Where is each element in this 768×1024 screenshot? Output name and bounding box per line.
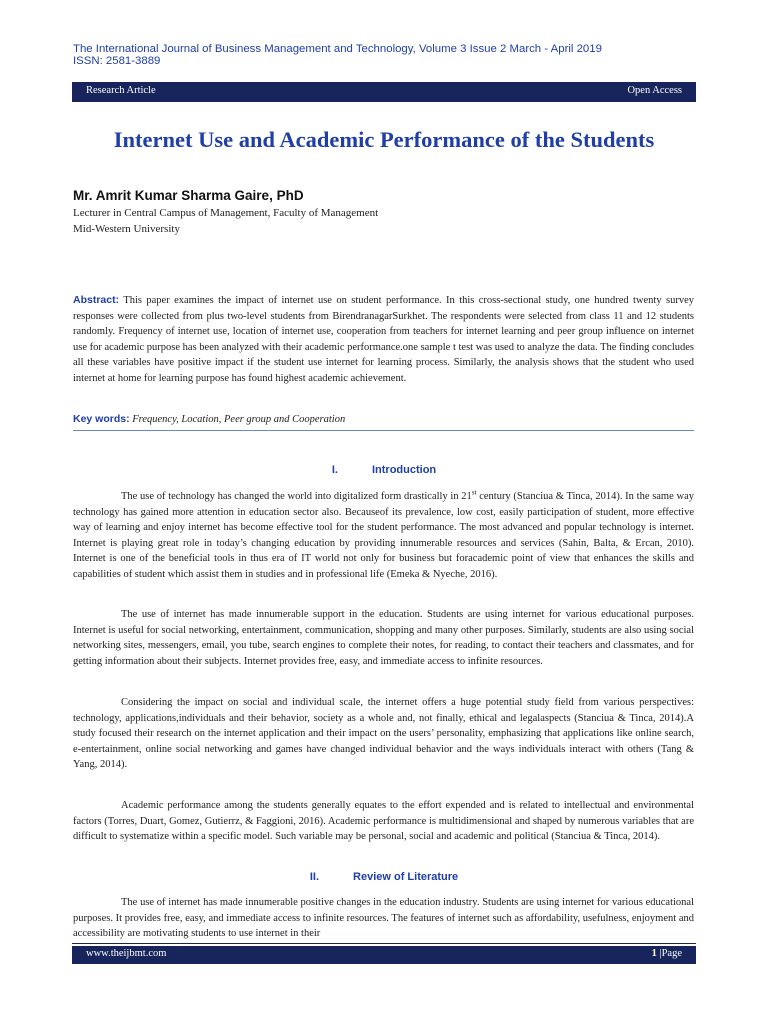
section-title: Review of Literature (353, 871, 459, 883)
section-title: Introduction (371, 464, 437, 476)
keywords-label: Key words: (73, 413, 130, 425)
review-paragraph-1: The use of internet has made innumerable positive changes in the education industry. Students are using internet for various educational purposes. It provides free, easy, and immediate access to infinite resources. The features of internet such as affordability, usefulness, enjoyment and accessibility are motivating students to use internet in their (73, 897, 694, 939)
section-number: I. (331, 464, 338, 476)
section-number: II. (309, 871, 320, 883)
page-footer (72, 946, 696, 964)
page-indicator (652, 948, 682, 959)
page-label: |Page (659, 948, 682, 959)
author-name: Mr. Amrit Kumar Sharma Gaire, PhD (73, 188, 304, 203)
affiliation-line-2: Mid-Western University (73, 223, 180, 235)
keywords-divider (73, 430, 694, 431)
keywords (73, 413, 345, 425)
intro-paragraph-4: Academic performance among the students generally equates to the effort expended and is related to intellectual and environmental factors (Torres, Duart, Gomez, Gutierrz, & Faggioni, 2016). Academic performance is multidimensional and shaped by numerous variables that are difficult to systematize within a specific model. Such variable may be personal, social and academic and political (Stanciua & Tinca, 2014). (73, 800, 694, 842)
paper-title: Internet Use and Academic Performance of the Students (113, 127, 655, 152)
section-heading-introduction (0, 464, 768, 476)
article-ribbon (72, 82, 696, 102)
abstract-label: Abstract: (73, 294, 120, 306)
page-number: 1 (651, 948, 657, 959)
issn: ISSN: 2581-3889 (73, 55, 161, 67)
abstract-text: This paper examines the impact of internet use on student performance. In this cross-sectional study, one hundred twenty survey responses were collected from plus two-level students from BirendranagarSurkhet. The respondents were selected from class 11 and 12 students randomly. Frequency of internet use, location of internet use, cooperation from teachers for internet learning and peer group influence on internet use for academic purpose has been analyzed with their academic performance.one sample t test was used to analyze the data. The finding concludes all these variables have positive impact if the student use internet for learning process. Similarly, the analysis shows that the student who used internet at home for learning purpose has found highest academic achievement. (73, 295, 694, 384)
journal-citation: The International Journal of Business Management and Technology, Volume 3 Issue 2 March - April 2019 (73, 43, 602, 55)
intro-paragraph-1: The use of technology has changed the world into digitalized form drastically in 21st century (Stanciua & Tinca, 2014). In the same way technology has gained more attention in education sector also. Becauseof its prevalence, low cost, easily participation of student, more effective way of learning and enjoy internet has become effective tool for the student performance. The most advanced and popular technology is internet. Internet is playing great role in today’s changing education by providing innumerable resources and services (Sahin, Balta, & Ercan, 2010). Internet is one of the beneficial tools in thus era of IT world not only for business but foracademic point of view that enhances the skills and capabilities of student which assist them in studies and in professional life (Emeka & Nyeche, 2016). (73, 488, 694, 580)
keywords-text: Frequency, Location, Peer group and Cooperation (132, 414, 346, 425)
article-type: Research Article (86, 85, 156, 96)
open-access-label: Open Access (627, 85, 682, 96)
affiliation-line-1: Lecturer in Central Campus of Management, Faculty of Management (73, 207, 379, 219)
abstract (73, 293, 694, 386)
section-heading-review (0, 871, 768, 883)
footer-divider (72, 943, 696, 944)
intro-paragraph-3: Considering the impact on social and individual scale, the internet offers a huge potential study field from various perspectives: technology, applications,individuals and their behavior, society as a whole and, not finally, ethical and legalaspects (Stanciua & Tinca, 2014).A study focused their research on the internet application and their impact on the users’ personality, emphasizing that applications like online search, e-entertainment, online social networking and games have changed individual behavior and the ways individuals interact with others (Tang & Yang, 2014). (73, 697, 694, 770)
journal-url[interactable]: www.theijbmt.com (86, 948, 167, 959)
intro-paragraph-2: The use of internet has made innumerable support in the education. Students are using internet for various educational purposes. Internet is useful for social networking, entertainment, communication, shopping and many other purposes. Similarly, students are also using social networking sites, messengers, email, you tube, search engines to complete their notes, for reading, to contact their teachers and classmates, and for getting information about their subjects. Internet provides free, easy, and immediate access to infinite resources. (73, 609, 694, 667)
